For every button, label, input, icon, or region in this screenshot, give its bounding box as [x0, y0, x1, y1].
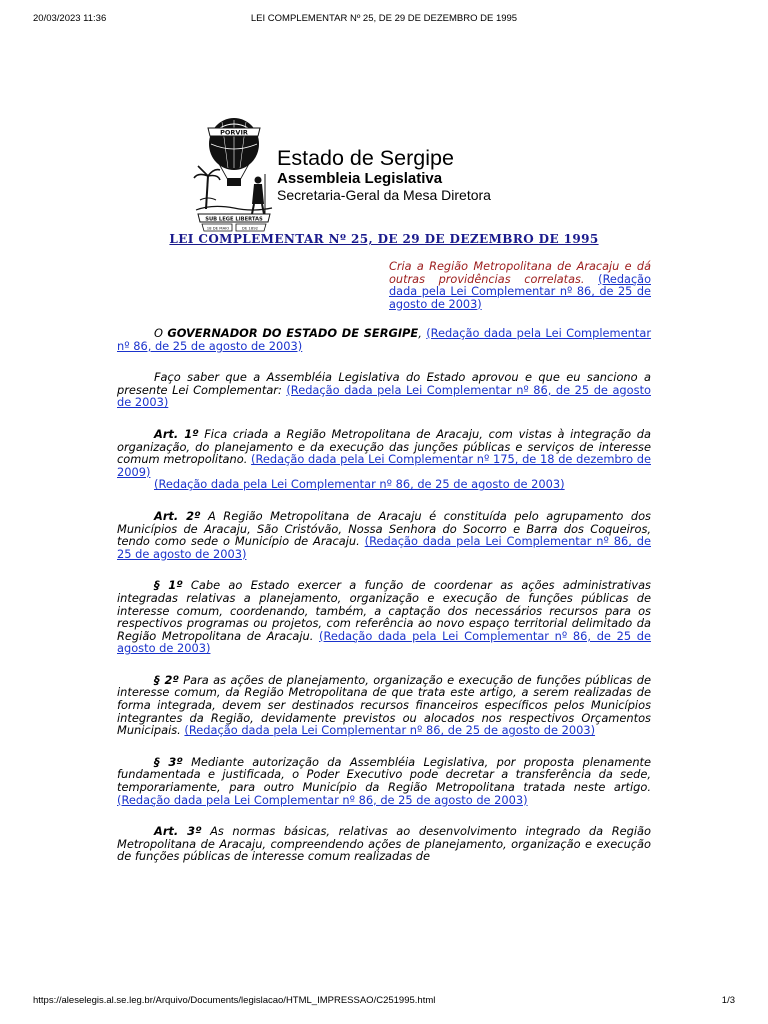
governor-title: GOVERNADOR DO ESTADO DE SERGIPE [167, 326, 419, 340]
paragraph-2-amendment-link[interactable]: (Redação dada pela Lei Complementar nº 86, de 25 de agosto de 2003) [184, 723, 596, 738]
preamble-sanction: Faço saber que a Assembléia Legislativa do Estado aprovou e que eu sanciono a presente Lei Complementar: (Redação dada pela Lei Complementar nº 86, de 25 de agosto de 2003) [117, 370, 651, 410]
paragraph-1-amendment-link[interactable]: (Redação dada pela Lei Complementar nº 86, de 25 de agosto de 2003) [117, 628, 652, 656]
ementa-amendment-link[interactable]: (Redação dada pela Lei Complementar nº 86, de 25 de agosto de 2003) [389, 272, 651, 311]
preamble-governor-amendment-link[interactable]: (Redação dada pela Lei Complementar nº 86, de 25 de agosto de 2003) [117, 326, 651, 353]
assembly-name: Assembleia Legislativa [277, 170, 443, 187]
paragraph-3-label: § 3º [154, 754, 183, 769]
article-2-paragraph-2: § 2º Para as ações de planejamento, organização e execução de funções públicas de interesse comum, da Região Metropolitana de que trata este artigo, a serem realizadas de forma integrada, devem ser destinados recursos financeiros específicos pelos Municípios integrantes da Região, devidamente previstos ou alocados nos respectivos Orçamentos Municipais. (Redação dada pela Lei Complementar nº 86, de 25 de agosto de 2003) [117, 672, 651, 738]
svg-text:DE 1892: DE 1892 [241, 225, 259, 231]
print-header [0, 13, 768, 27]
law-body [117, 327, 651, 863]
print-footer [0, 995, 768, 1009]
article-1-amendment-link[interactable]: (Redação dada pela Lei Complementar nº 175, de 18 de dezembro de 2009) [117, 452, 651, 479]
paragraph-2-label: § 2º [154, 672, 179, 687]
state-name: Estado de Sergipe [277, 146, 454, 170]
law-ementa [389, 261, 651, 311]
svg-text:SUB LEGE LIBERTAS: SUB LEGE LIBERTAS [205, 216, 263, 223]
law-title[interactable]: LEI COMPLEMENTAR Nº 25, DE 29 DE DEZEMBRO DE 1995 [169, 232, 599, 246]
svg-text:18 DE MAIO: 18 DE MAIO [206, 225, 230, 231]
article-2: Art. 2º A Região Metropolitana de Aracaju é constituída pelo agrupamento dos Municípios de Aracaju, São Cristóvão, Nossa Senhora do Socorro e Barra dos Coqueiros, tendo como sede o Município de Aracaju. (Redação dada pela Lei Complementar nº 86, de 25 de agosto de 2003) [117, 508, 651, 561]
article-1: Art. 1º Fica criada a Região Metropolitana de Aracaju, com vistas à integração da organização, do planejamento e da execução das junções públicas e serviços de interesse comum metropolitano. (Redação dada pela Lei Complementar nº 175, de 18 de dezembro de 2009) (Redação dada pela Lei Complementar nº 86, de 25 de agosto de 2003) [117, 426, 651, 492]
paragraph-3-amendment-link[interactable]: (Redação dada pela Lei Complementar nº 86, de 25 de agosto de 2003) [117, 792, 528, 807]
article-3-label: Art. 3º [154, 824, 202, 839]
svg-text:PORVIR: PORVIR [220, 128, 248, 137]
preamble-governor: O GOVERNADOR DO ESTADO DE SERGIPE, (Redação dada pela Lei Complementar nº 86, de 25 de agosto de 2003) [117, 326, 651, 353]
preamble-sanction-amendment-link[interactable]: (Redação dada pela Lei Complementar nº 86, de 25 de agosto de 2003) [117, 382, 651, 410]
article-2-paragraph-1: § 1º Cabe ao Estado exercer a função de coordenar as ações administrativas integradas relativas a planejamento, organização e execução de funções públicas de interesse comum, coordenando, também, a captação dos necessários recursos para os respectivos programas ou projetos, com referência ao novo espaço territorial delimitado da Região Metropolitana de Aracaju. (Redação dada pela Lei Complementar nº 86, de 25 de agosto de 2003) [117, 578, 652, 656]
article-2-paragraph-3: § 3º Mediante autorização da Assembléia Legislativa, por proposta plenamente fundamentada e justificada, o Poder Executivo pode decretar a transferência da sede, temporariamente, para outro Município da Região Metropolitana tratada neste artigo. (Redação dada pela Lei Complementar nº 86, de 25 de agosto de 2003) [117, 754, 652, 807]
sergipe-coat-of-arms-icon [192, 114, 276, 234]
print-document-title: LEI COMPLEMENTAR Nº 25, DE 29 DE DEZEMBRO DE 1995 [250, 13, 518, 24]
print-source-url: https://aleselegis.al.se.leg.br/Arquivo/Documents/legislacao/HTML_IMPRESSAO/C251995.html [33, 995, 436, 1006]
paragraph-1-label: § 1º [154, 578, 183, 593]
letterhead [277, 146, 491, 203]
article-2-label: Art. 2º [154, 508, 201, 523]
article-1-label: Art. 1º [154, 426, 199, 441]
print-timestamp: 20/03/2023 11:36 [33, 13, 107, 24]
article-3: Art. 3º As normas básicas, relativas ao desenvolvimento integrado da Região Metropolitana de Aracaju, compreendendo ações de planejamento, organização e execução de funções públicas de interesse comum realizadas de [117, 824, 651, 864]
article-2-amendment-link[interactable]: (Redação dada pela Lei Complementar nº 86, de 25 de agosto de 2003) [117, 534, 651, 561]
print-page-number: 1/3 [721, 995, 735, 1006]
article-1-amendment-link-2[interactable]: (Redação dada pela Lei Complementar nº 86, de 25 de agosto de 2003) [154, 477, 565, 492]
ementa-text: Cria a Região Metropolitana de Aracaju e dá outras providências correlatas. [389, 260, 651, 286]
secretariat-name: Secretaria-Geral da Mesa Diretora [277, 187, 491, 203]
